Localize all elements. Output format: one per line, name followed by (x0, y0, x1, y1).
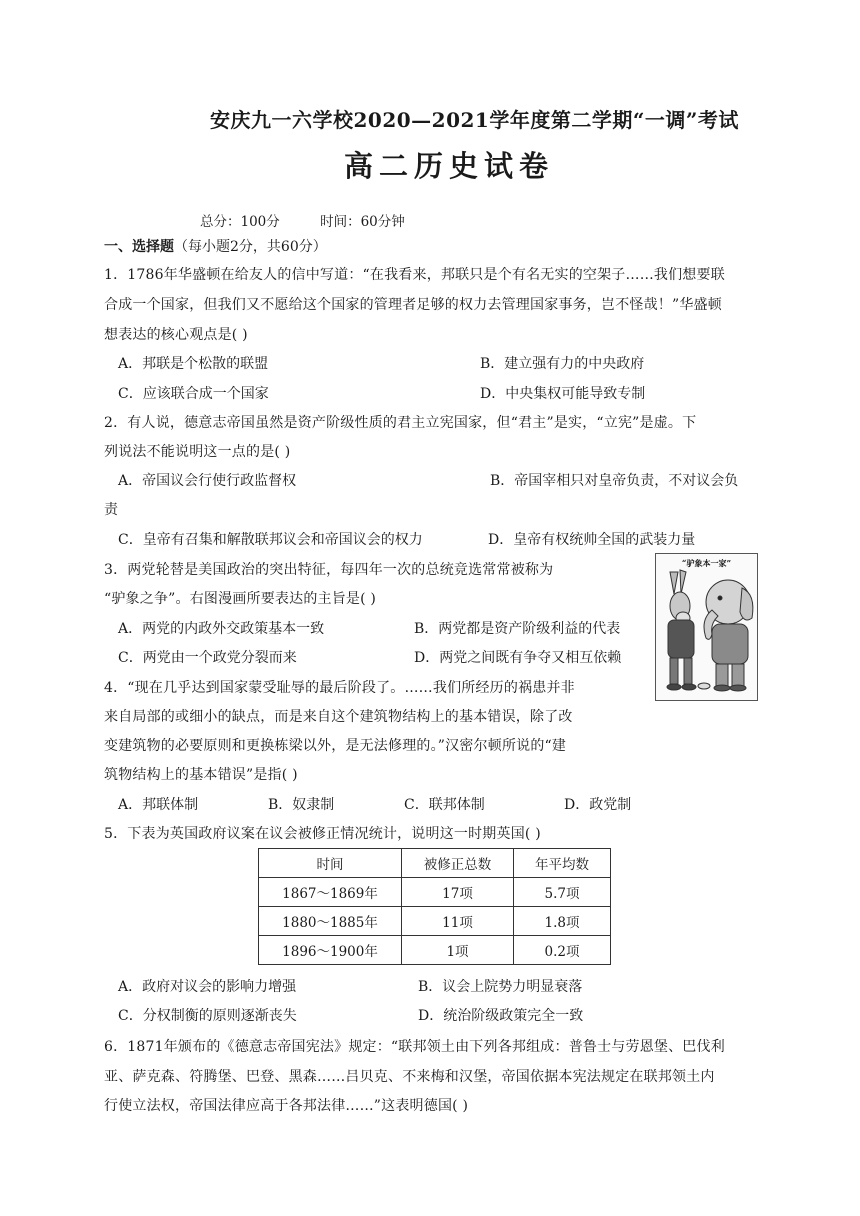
q3-line-1: 3．两党轮替是美国政治的突出特征，每四年一次的总统竞选常常被称为 (104, 562, 554, 578)
q3-option-a: A．两党的内政外交政策基本一致 (118, 621, 325, 637)
q3-line-2: “驴象之争”。右图漫画所要表达的主旨是( ) (104, 591, 377, 607)
table-cell: 1896～1900年 (259, 936, 402, 965)
table-row (259, 907, 611, 936)
q5-option-d: D．统治阶级政策完全一致 (418, 1008, 584, 1024)
q2-option-a: A．帝国议会行使行政监督权 (118, 473, 297, 489)
table-cell: 1项 (402, 936, 514, 965)
table-row (259, 936, 611, 965)
q6-line-2: 亚、萨克森、符腾堡、巴登、黑森……吕贝克、不来梅和汉堡，帝国依据本宪法规定在联邦领土内 (104, 1069, 715, 1085)
donkey-elephant-cartoon (655, 553, 758, 701)
table-header-cell: 被修正总数 (402, 849, 514, 878)
q1-option-a: A．邦联是个松散的联盟 (118, 356, 269, 372)
cartoon-drawing (656, 554, 757, 700)
q6-line-3: 行使立法权，帝国法律应高于各邦法律……”这表明德国( ) (104, 1098, 469, 1114)
cartoon-caption: “驴象本一家” (681, 558, 732, 568)
q2-option-b: B．帝国宰相只对皇帝负责，不对议会负 (490, 473, 739, 489)
total-score: 总分：100分 (200, 214, 280, 230)
q1-line-1: 1．1786年华盛顿在给友人的信中写道：“在我看来，邦联只是个有名无实的空架子……我们想要联 (104, 267, 725, 283)
q4-option-a: A．邦联体制 (118, 797, 199, 813)
table-cell: 1880～1885年 (259, 907, 402, 936)
table-cell: 0.2项 (514, 936, 611, 965)
q4-option-c: C．联邦体制 (404, 797, 485, 813)
table-cell: 17项 (402, 878, 514, 907)
exam-school-title: 安庆九一六学校2020—2021学年度第二学期“一调”考试 (210, 108, 739, 132)
q2-line-2: 列说法不能说明这一点的是( ) (104, 444, 291, 460)
q5-option-c: C．分权制衡的原则逐渐丧失 (118, 1008, 297, 1024)
q1-option-b: B．建立强有力的中央政府 (480, 356, 645, 372)
q6-line-1: 6．1871年颁布的《德意志帝国宪法》规定：“联邦领土由下列各邦组成：普鲁士与劳恩堡、巴伐利 (104, 1039, 725, 1055)
q4-line-1: 4．“现在几乎达到国家蒙受耻辱的最后阶段了。……我们所经历的祸患并非 (104, 680, 575, 696)
amendment-table (258, 848, 611, 965)
table-cell: 11项 (402, 907, 514, 936)
q5-option-a: A．政府对议会的影响力增强 (118, 979, 297, 995)
section-title: 一、选择题 (104, 239, 174, 255)
table-cell: 5.7项 (514, 878, 611, 907)
q1-option-d: D．中央集权可能导致专制 (480, 386, 646, 402)
table-header-cell: 时间 (259, 849, 402, 878)
q3-option-d: D．两党之间既有争夺又相互依赖 (414, 650, 622, 666)
q3-option-c: C．两党由一个政党分裂而来 (118, 650, 297, 666)
q1-line-3: 想表达的核心观点是( ) (104, 327, 248, 343)
donkey-figure (667, 570, 710, 690)
q4-line-3: 变建筑物的必要原则和更换栋梁以外，是无法修理的。”汉密尔顿所说的“建 (104, 738, 567, 754)
q2-option-b-continued: 责 (104, 502, 118, 518)
q4-option-d: D．政党制 (564, 797, 632, 813)
q4-line-2: 来自局部的或细小的缺点，而是来自这个建筑物结构上的基本错误，除了改 (104, 709, 573, 725)
exam-time: 时间：60分钟 (320, 214, 405, 230)
q2-option-d: D．皇帝有权统帅全国的武装力量 (488, 532, 696, 548)
q3-option-b: B．两党都是资产阶级利益的代表 (414, 621, 621, 637)
q2-line-1: 2．有人说，德意志帝国虽然是资产阶级性质的君主立宪国家，但“君主”是实，“立宪”是虚。下 (104, 415, 697, 431)
table-cell: 1867～1869年 (259, 878, 402, 907)
table-header-cell: 年平均数 (514, 849, 611, 878)
q5-option-b: B．议会上院势力明显衰落 (418, 979, 583, 995)
q5-stem: 5．下表为英国政府议案在议会被修正情况统计，说明这一时期英国( ) (104, 826, 541, 842)
q2-option-c: C．皇帝有召集和解散联邦议会和帝国议会的权力 (118, 532, 423, 548)
table-header-row (259, 849, 611, 878)
table-row (259, 878, 611, 907)
q1-line-2: 合成一个国家，但我们又不愿给这个国家的管理者足够的权力去管理国家事务，岂不怪哉！”华盛顿 (104, 297, 722, 313)
q4-option-b: B．奴隶制 (268, 797, 335, 813)
elephant-figure (704, 580, 753, 691)
exam-meta (200, 210, 441, 230)
exam-title: 高二历史试卷 (344, 149, 555, 183)
q4-line-4: 筑物结构上的基本错误”是指( ) (104, 767, 298, 783)
section-heading (104, 236, 327, 256)
table-cell: 1.8项 (514, 907, 611, 936)
section-note: （每小题2分，共60分） (174, 239, 327, 255)
q1-option-c: C．应该联合成一个国家 (118, 386, 269, 402)
